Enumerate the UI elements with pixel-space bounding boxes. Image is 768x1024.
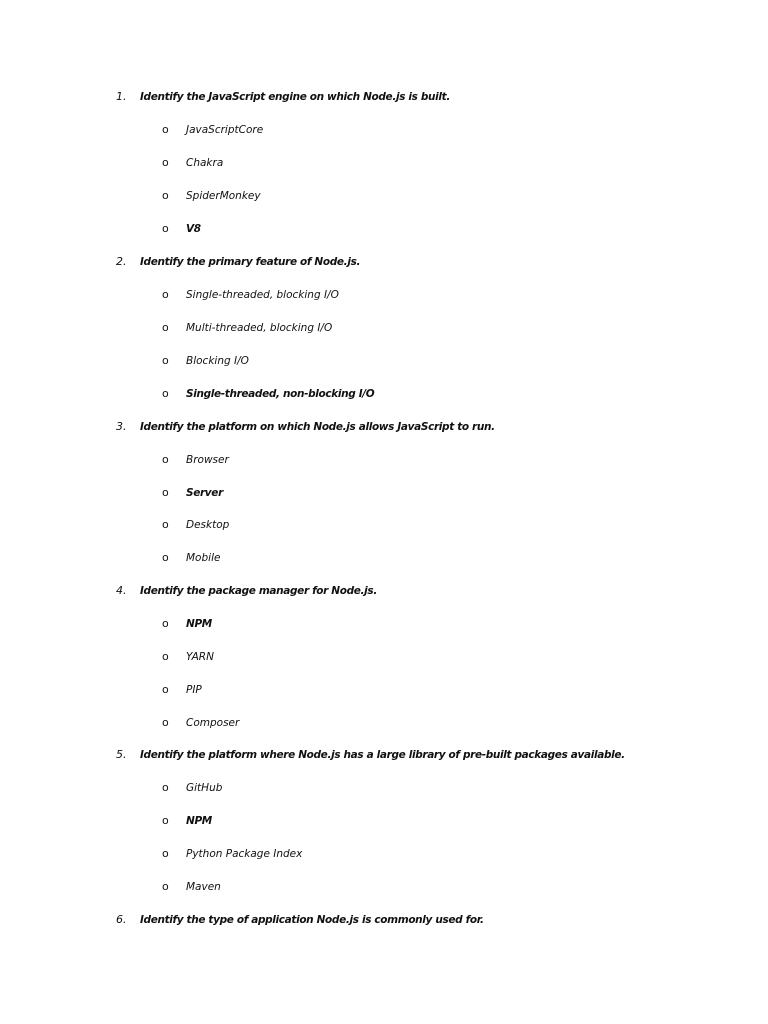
option-bullet: o <box>162 288 169 301</box>
option-text: Maven <box>186 881 221 893</box>
question-number: 1. <box>116 90 127 103</box>
option-bullet: o <box>162 716 169 729</box>
option-bullet: o <box>162 222 169 235</box>
option-text: PIP <box>186 684 202 696</box>
question-text: Identify the package manager for Node.js. <box>140 585 377 597</box>
option-bullet: o <box>162 650 169 663</box>
option-text: Chakra <box>186 157 224 169</box>
option-bullet: o <box>162 683 169 696</box>
option-text: Blocking I/O <box>186 355 249 367</box>
option-text: Browser <box>186 454 229 466</box>
option-text-correct: NPM <box>186 815 212 827</box>
option-text: Mobile <box>186 552 221 564</box>
option-bullet: o <box>162 321 169 334</box>
option-bullet: o <box>162 880 169 893</box>
question-text: Identify the type of application Node.js is commonly used for. <box>140 914 484 926</box>
option-bullet: o <box>162 453 169 466</box>
option-bullet: o <box>162 387 169 400</box>
option-text-correct: NPM <box>186 618 212 630</box>
option-bullet: o <box>162 617 169 630</box>
option-text: Single-threaded, blocking I/O <box>186 289 339 301</box>
option-bullet: o <box>162 518 169 531</box>
option-text: Python Package Index <box>186 848 303 860</box>
option-text: Desktop <box>186 519 230 531</box>
option-text: Composer <box>186 717 240 729</box>
question-text: Identify the platform where Node.js has a large library of pre-built packages available. <box>140 749 625 761</box>
option-text: SpiderMonkey <box>186 190 261 202</box>
option-bullet: o <box>162 551 169 564</box>
option-text-correct: V8 <box>186 223 201 235</box>
question-text: Identify the JavaScript engine on which Node.js is built. <box>140 91 450 103</box>
option-bullet: o <box>162 814 169 827</box>
option-bullet: o <box>162 156 169 169</box>
option-bullet: o <box>162 847 169 860</box>
question-text: Identify the platform on which Node.js allows JavaScript to run. <box>140 421 495 433</box>
option-text-correct: Single-threaded, non-blocking I/O <box>186 388 375 400</box>
option-bullet: o <box>162 354 169 367</box>
question-text: Identify the primary feature of Node.js. <box>140 256 361 268</box>
question-number: 6. <box>116 913 127 926</box>
question-number: 5. <box>116 748 127 761</box>
option-bullet: o <box>162 189 169 202</box>
question-number: 4. <box>116 584 127 597</box>
option-bullet: o <box>162 486 169 499</box>
option-text: JavaScriptCore <box>186 124 264 136</box>
question-number: 2. <box>116 255 127 268</box>
option-text-correct: Server <box>186 487 223 499</box>
option-bullet: o <box>162 123 169 136</box>
option-text: Multi-threaded, blocking I/O <box>186 322 333 334</box>
option-text: YARN <box>186 651 214 663</box>
option-bullet: o <box>162 781 169 794</box>
option-text: GitHub <box>186 782 223 794</box>
question-number: 3. <box>116 420 127 433</box>
